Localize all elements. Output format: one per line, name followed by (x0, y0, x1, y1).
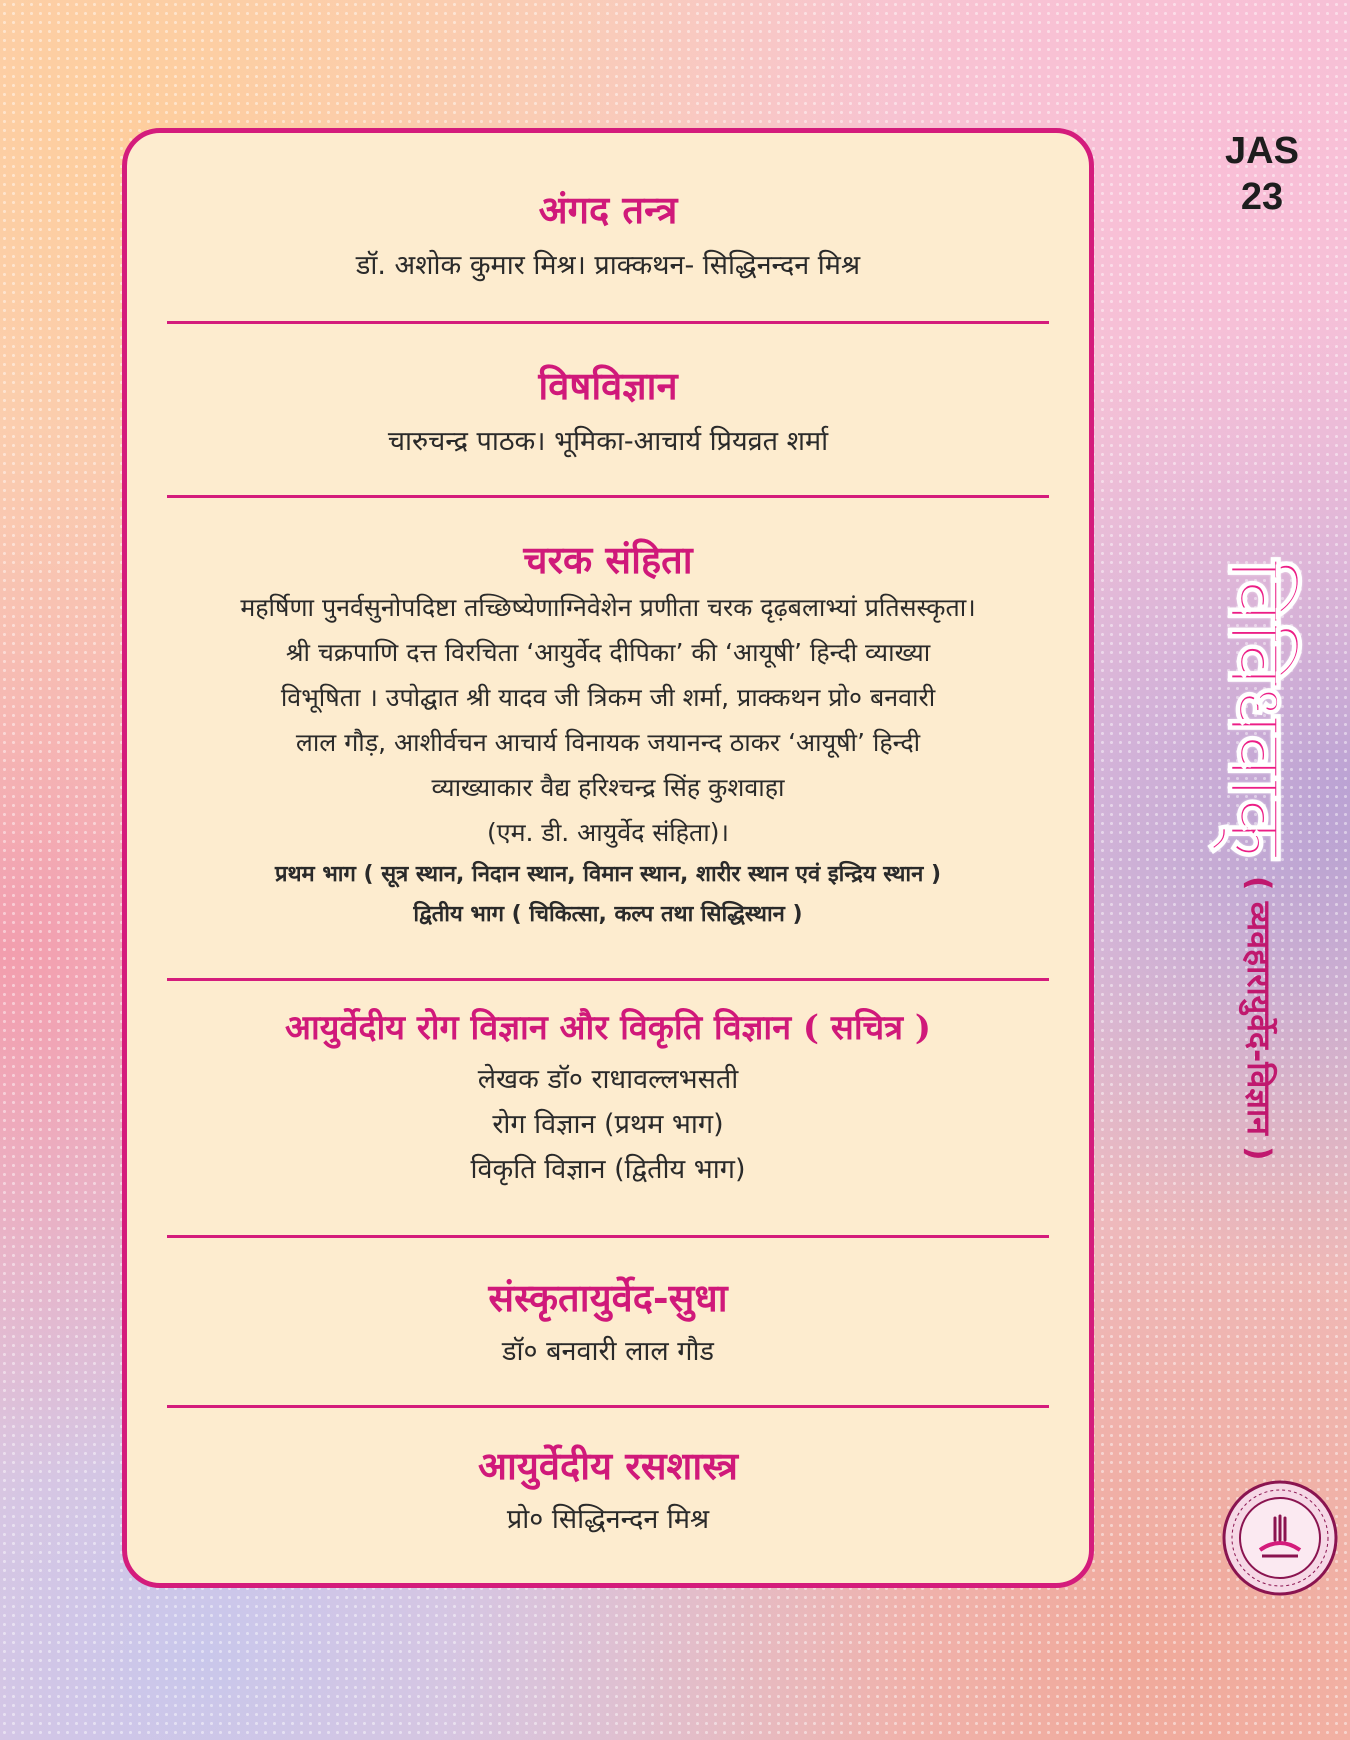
book-description-line: विभूषिता । उपोद्घात श्री यादव जी त्रिकम जी शर्मा, प्राक्कथन प्रो० बनवारी (280, 683, 936, 712)
book-title: चरक संहिता (523, 537, 693, 582)
book-description-line: व्याख्याकार वैद्य हरिश्चन्द्र सिंह कुशवाहा (431, 773, 785, 802)
book-description-line: लाल गौड़, आशीर्वचन आचार्य विनायक जयानन्द ठाकर ‘आयूषी’ हिन्दी (295, 728, 921, 757)
book-entry-vishvigyan (127, 361, 1089, 464)
series-name: विविधवाक् (1211, 559, 1302, 858)
series-title-vertical (1200, 540, 1320, 1180)
book-entry-rog-vigyan (127, 1003, 1089, 1192)
book-description-line: महर्षिणा पुनर्वसुनोपदिष्टा तच्छिष्येणाग्निवेशेन प्रणीता चरक दृढ़बलाभ्यां प्रतिसस्कृता। (240, 593, 976, 622)
book-title: संस्कृतायुर्वेद-सुधा (488, 1275, 728, 1320)
book-author: डॉ. अशोक कुमार मिश्र। प्राक्कथन- सिद्धिनन्दन मिश्र (355, 250, 861, 281)
section-divider (167, 1405, 1049, 1408)
book-description-line: (एम. डी. आयुर्वेद संहिता)। (487, 818, 729, 847)
book-part-line: प्रथम भाग ( सूत्र स्थान, निदान स्थान, विमान स्थान, शारीर स्थान एवं इन्द्रिय स्थान ) (274, 862, 942, 887)
section-divider (167, 495, 1049, 498)
book-title: आयुर्वेदीय रसशास्त्र (478, 1443, 738, 1488)
book-list-panel (122, 128, 1094, 1588)
book-author: चारुचन्द्र पाठक। भूमिका-आचार्य प्रियव्रत शर्मा (387, 426, 829, 457)
book-part-line: विकृति विज्ञान (द्वितीय भाग) (470, 1154, 746, 1185)
book-entry-charak-samhita (127, 535, 1089, 935)
book-description-line: श्री चक्रपाणि दत्त विरचिता ‘आयुर्वेद दीपिका’ की ‘आयूषी’ हिन्दी व्याख्या (285, 638, 931, 667)
book-code-number: 23 (1240, 176, 1284, 218)
book-title: अंगद तन्त्र (538, 187, 678, 232)
book-entry-rasashastra (127, 1441, 1089, 1542)
book-title: आयुर्वेदीय रोग विज्ञान और विकृति विज्ञान ( सचित्र ) (285, 1008, 931, 1048)
book-author: डॉ० बनवारी लाल गौड (502, 1336, 714, 1367)
book-author: लेखक डॉ० राधावल्लभसती (477, 1064, 739, 1095)
section-divider (167, 321, 1049, 324)
book-code (1202, 128, 1322, 220)
section-divider (167, 1235, 1049, 1238)
book-part-line: द्वितीय भाग ( चिकित्सा, कल्प तथा सिद्धिस्थान ) (413, 902, 803, 927)
book-code-series: JAS (1225, 130, 1299, 172)
section-divider (167, 978, 1049, 981)
publisher-seal-logo (1220, 1478, 1340, 1598)
book-entry-angad-tantra (127, 185, 1089, 288)
book-part-line: रोग विज्ञान (प्रथम भाग) (492, 1109, 724, 1140)
book-author: प्रो० सिद्धिनन्दन मिश्र (506, 1504, 710, 1535)
book-entry-sanskritayurved-sudha (127, 1273, 1089, 1374)
series-subtitle: ( व्यवहारायुर्वेद-विज्ञान ) (1240, 875, 1279, 1161)
book-title: विषविज्ञान (538, 363, 678, 408)
